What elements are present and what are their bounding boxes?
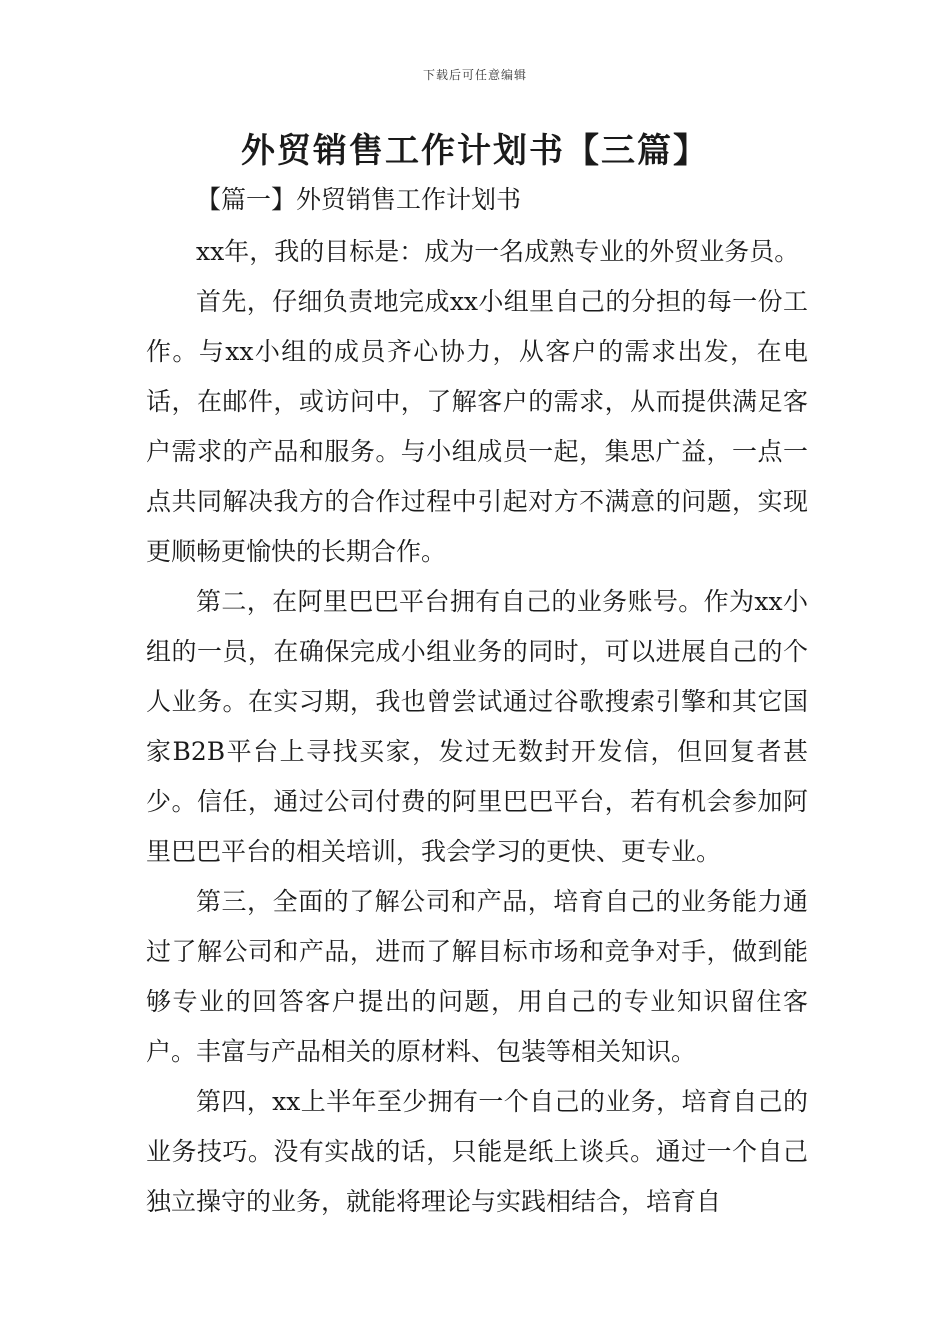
header-note: 下载后可任意编辑 [422, 68, 527, 82]
paragraph-goal: xx年，我的目标是：成为一名成熟专业的外贸业务员。 [196, 237, 800, 266]
body-text [146, 227, 808, 1227]
paragraph-third: 第三，全面的了解公司和产品，培育自己的业务能力通过了解公司和产品，进而了解目标市场和竞争对手，做到能够专业的回答客户提出的问题，用自己的专业知识留住客户。丰富与产品相关的原材料、包装等相关知识。 [146, 887, 808, 1066]
paragraph-fourth: 第四，xx上半年至少拥有一个自己的业务，培育自己的业务技巧。没有实战的话，只能是纸上谈兵。通过一个自己独立操守的业务，就能将理论与实践相结合，培育自 [146, 1087, 808, 1216]
section-heading: 【篇一】外贸销售工作计划书 [196, 185, 522, 214]
paragraph-first: 首先，仔细负责地完成xx小组里自己的分担的每一份工作。与xx小组的成员齐心协力，从客户的需求出发，在电话，在邮件，或访问中，了解客户的需求，从而提供满足客户需求的产品和服务。与小组成员一起，集思广益，一点一点共同解决我方的合作过程中引起对方不满意的问题，实现更顺畅更愉快的长期合作。 [146, 287, 808, 566]
paragraph-second: 第二，在阿里巴巴平台拥有自己的业务账号。作为xx小组的一员，在确保完成小组业务的同时，可以进展自己的个人业务。在实习期，我也曾尝试通过谷歌搜索引擎和其它国家B2B平台上寻找买家，发过无数封开发信，但回复者甚少。信任，通过公司付费的阿里巴巴平台，若有机会参加阿里巴巴平台的相关培训，我会学习的更快、更专业。 [146, 587, 808, 866]
document-title: 外贸销售工作计划书【三篇】 [241, 131, 709, 171]
